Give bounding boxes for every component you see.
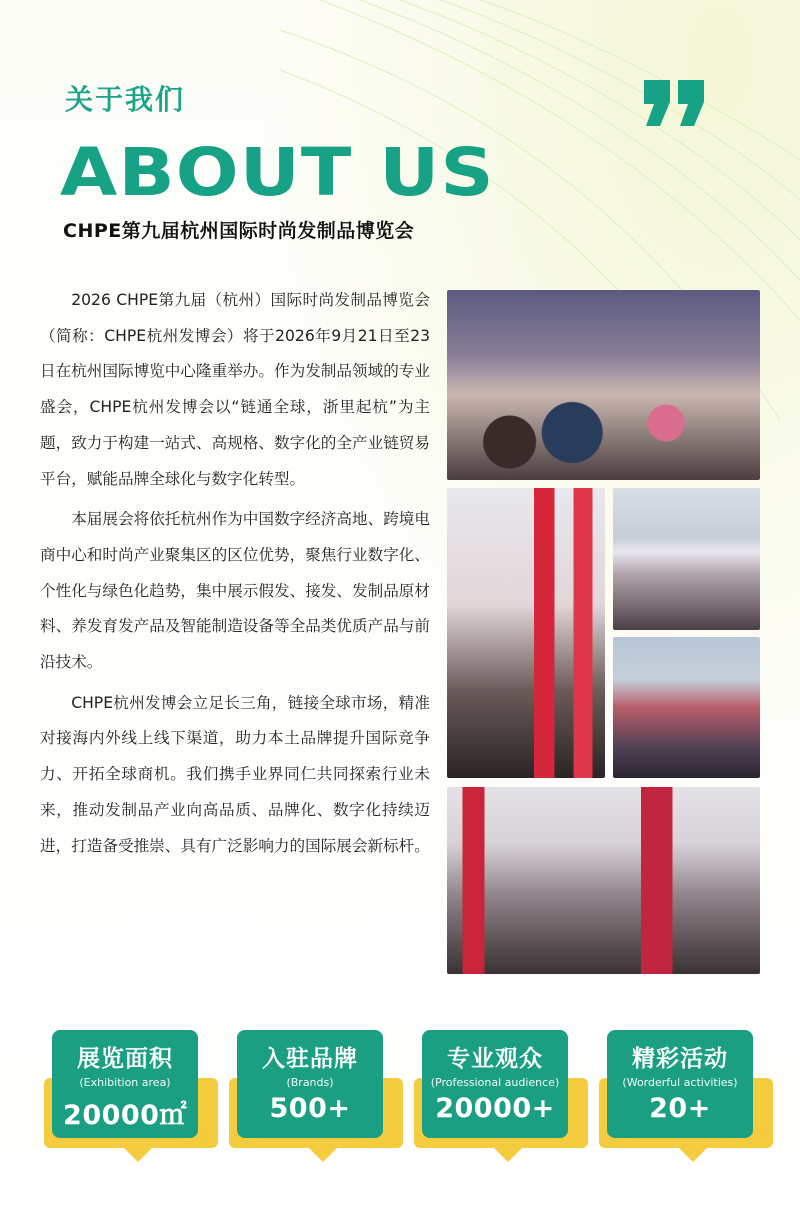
stat-label: 展览面积: [77, 1046, 173, 1072]
stat-activities: [607, 1030, 771, 1170]
intro-paragraph: CHPE杭州发博会立足长三角，链接全球市场，精准对接海内外线上线下渠道，助力本土品牌提升国际竞争力、开拓全球商机。我们携手业界同仁共同探索行业未来，推动发制品产业向高品质、品牌化、数字化持续迈进，打造备受推崇、具有广泛影响力的国际展会新标杆。: [40, 693, 430, 855]
stat-value: 500+: [269, 1093, 351, 1124]
stat-label-en: (Worderful activities): [622, 1076, 738, 1089]
stat-value: 20+: [649, 1093, 711, 1124]
intro-text: [40, 283, 430, 869]
stat-pointer: [118, 1142, 158, 1162]
stat-label: 入驻品牌: [262, 1046, 358, 1072]
stats-row: [40, 1030, 760, 1180]
stat-label-en: (Professional audience): [430, 1076, 560, 1089]
stat-label-en: (Exhibition area): [79, 1076, 171, 1089]
stat-brands: [237, 1030, 401, 1170]
exhibition-photo-booths: [447, 488, 605, 778]
stat-card: [52, 1030, 198, 1138]
section-kicker: 关于我们: [65, 83, 186, 116]
exhibition-photo-aisle: [447, 787, 760, 974]
stat-pointer: [673, 1142, 713, 1162]
stat-value: 20000㎡: [63, 1100, 187, 1131]
exhibition-photo-hall: [613, 637, 760, 778]
exhibition-photo-forum: [613, 488, 760, 630]
stat-label: 专业观众: [447, 1046, 543, 1072]
stat-label-en: (Brands): [286, 1076, 334, 1089]
stat-value: 20000+: [435, 1093, 555, 1124]
exhibition-photo-crowd: [447, 290, 760, 480]
intro-paragraph: 本届展会将依托杭州作为中国数字经济高地、跨境电商中心和时尚产业聚集区的区位优势，聚焦行业数字化、个性化与绿色化趋势，集中展示假发、接发、发制品原材料、养发育发产品及智能制造设备等全品类优质产品与前沿技术。: [40, 510, 430, 672]
stat-pointer: [303, 1142, 343, 1162]
stat-exhibition-area: [52, 1030, 216, 1170]
about-us-title: ABOUT US: [60, 134, 495, 211]
stat-card: [422, 1030, 568, 1138]
stat-label: 精彩活动: [632, 1046, 728, 1072]
page-subtitle: CHPE第九届杭州国际时尚发制品博览会: [63, 220, 415, 242]
stat-audience: [422, 1030, 586, 1170]
quote-icon: [640, 78, 710, 128]
stat-pointer: [488, 1142, 528, 1162]
stat-card: [607, 1030, 753, 1138]
intro-paragraph: 2026 CHPE第九届（杭州）国际时尚发制品博览会（简称：CHPE杭州发博会）将于2026年9月21日至23日在杭州国际博览中心隆重举办。作为发制品领域的专业盛会，CHPE杭州发博会以“链通全球，浙里起杭”为主题，致力于构建一站式、高规格、数字化的全产业链贸易平台，赋能品牌全球化与数字化转型。: [40, 291, 430, 488]
stat-card: [237, 1030, 383, 1138]
